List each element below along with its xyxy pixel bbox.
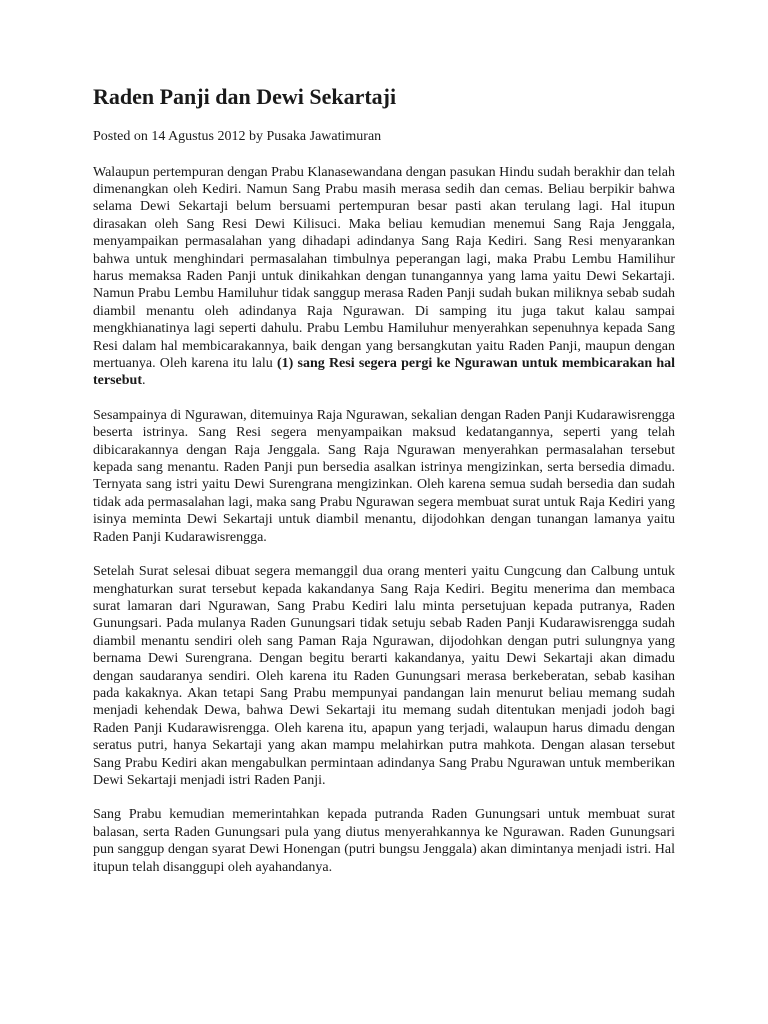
posted-on-line: Posted on 14 Agustus 2012 by Pusaka Jawatimuran [93,129,382,145]
document-page [93,84,675,893]
paragraph-1-end: . [142,373,146,389]
paragraph-1 [93,164,675,390]
paragraph-3: Setelah Surat selesai dibuat segera memanggil dua orang menteri yaitu Cungcung dan Calbung untuk menghaturkan surat tersebut kepada kakandanya Sang Raja Kediri. Begitu menerima dan membaca surat lamaran dari Ngurawan, Sang Prabu Kediri lalu minta persetujuan kepada putranya, Raden Gunungsari. Pada mulanya Raden Gunungsari tidak setuju sebab Raden Panji Kudarawisrengga sudah diambil menantu sendiri oleh sang Paman Raja Ngurawan, dijodohkan dengan putri sulungnya yang bernama Dewi Surengrana. Dengan begitu berarti kakandanya, yaitu Dewi Sekartaji akan dimadu dengan saudaranya sendiri. Oleh karena itu Raden Gunungsari merasa berkeberatan, sebab kasihan pada kakaknya. Akan tetapi Sang Prabu mempunyai pandangan lain menurut beliau memang sudah menjadi kehendak Dewa, bahwa Dewi Sekartaji itu memang sudah ditentukan menjadi jodoh bagi Raden Panji Kudarawisrengga. Oleh karena itu, apapun yang terjadi, walaupun harus dimadu dengan seratus putri, hanya Sekartaji yang akan mampu melahirkan putra mahkota. Dengan alasan tersebut Sang Prabu Kediri akan mengabulkan permintaan adindanya Sang Prabu Ngurawan untuk memberikan Dewi Sekartaji menjadi istri Raden Panji. [93,564,675,788]
paragraph-2: Sesampainya di Ngurawan, ditemuinya Raja Ngurawan, sekalian dengan Raden Panji Kudarawisrengga beserta istrinya. Sang Resi segera menyampaikan maksud kedatangannya, seperti yang telah dibicarakannya dengan Raja Jenggala. Sang Raja Ngurawan menyerahkan permasalahan tersebut kepada sang menantu. Raden Panji pun bersedia asalkan istrinya mengizinkan, serta bersedia dimadu. Ternyata sang istri yaitu Dewi Surengrana mengizinkan. Oleh karena semua sudah bersedia dan sudah tidak ada permasalahan lagi, maka sang Prabu Ngurawan segera membuat surat untuk Raja Kediri yang isinya meminta Dewi Sekartaji untuk diambil menantu, dijodohkan dengan tunangan lamanya yaitu Raden Panji Kudarawisrengga. [93,407,675,545]
paragraph-1-text: Walaupun pertempuran dengan Prabu Klanasewandana dengan pasukan Hindu sudah berakhir dan telah dimenangkan oleh Kediri. Namun Sang Prabu masih merasa sedih dan cemas. Beliau berpikir bahwa selama Dewi Sekartaji belum bersuami pertempuran besar pasti akan terulang lagi. Hal itupun dirasakan oleh Sang Resi Dewi Kilisuci. Maka beliau kemudian menemui Sang Raja Jenggala, menyampaikan permasalahan yang dihadapi adindanya Sang Raja Kediri. Sang Resi menyarankan bahwa untuk menghindari permasalahan timbulnya peperangan lagi, maka Prabu Lembu Hamilihur harus memaksa Raden Panji untuk dinikahkan dengan tunangannya yang lama yaitu Dewi Sekartaji. Namun Prabu Lembu Hamiluhur tidak sanggup merasa Raden Panji sudah bukan miliknya sebab sudah diambil menantu oleh adindanya Raja Ngurawan. Di samping itu juga takut kalau sampai mengkhianatinya lagi seperti dahulu. Prabu Lembu Hamiluhur menyerahkan sepenuhnya kepada Sang Resi dalam hal membicarakannya, baik dengan yang bersangkutan yaitu Raden Panji, maupun dengan mertuanya. Oleh karena itu lalu [93,164,675,372]
article-title: Raden Panji dan Dewi Sekartaji [93,84,397,109]
paragraph-1-bold-text: (1) sang Resi segera pergi ke Ngurawan untuk membicarakan hal tersebut [93,356,675,389]
paragraph-4: Sang Prabu kemudian memerintahkan kepada putranda Raden Gunungsari untuk membuat surat balasan, serta Raden Gunungsari pula yang diutus menyerahkannya ke Ngurawan. Raden Gunungsari pun sanggup dengan syarat Dewi Honengan (putri bungsu Jenggala) akan dimintanya menjadi istri. Hal itupun telah disanggupi oleh ayahandanya. [93,807,675,875]
